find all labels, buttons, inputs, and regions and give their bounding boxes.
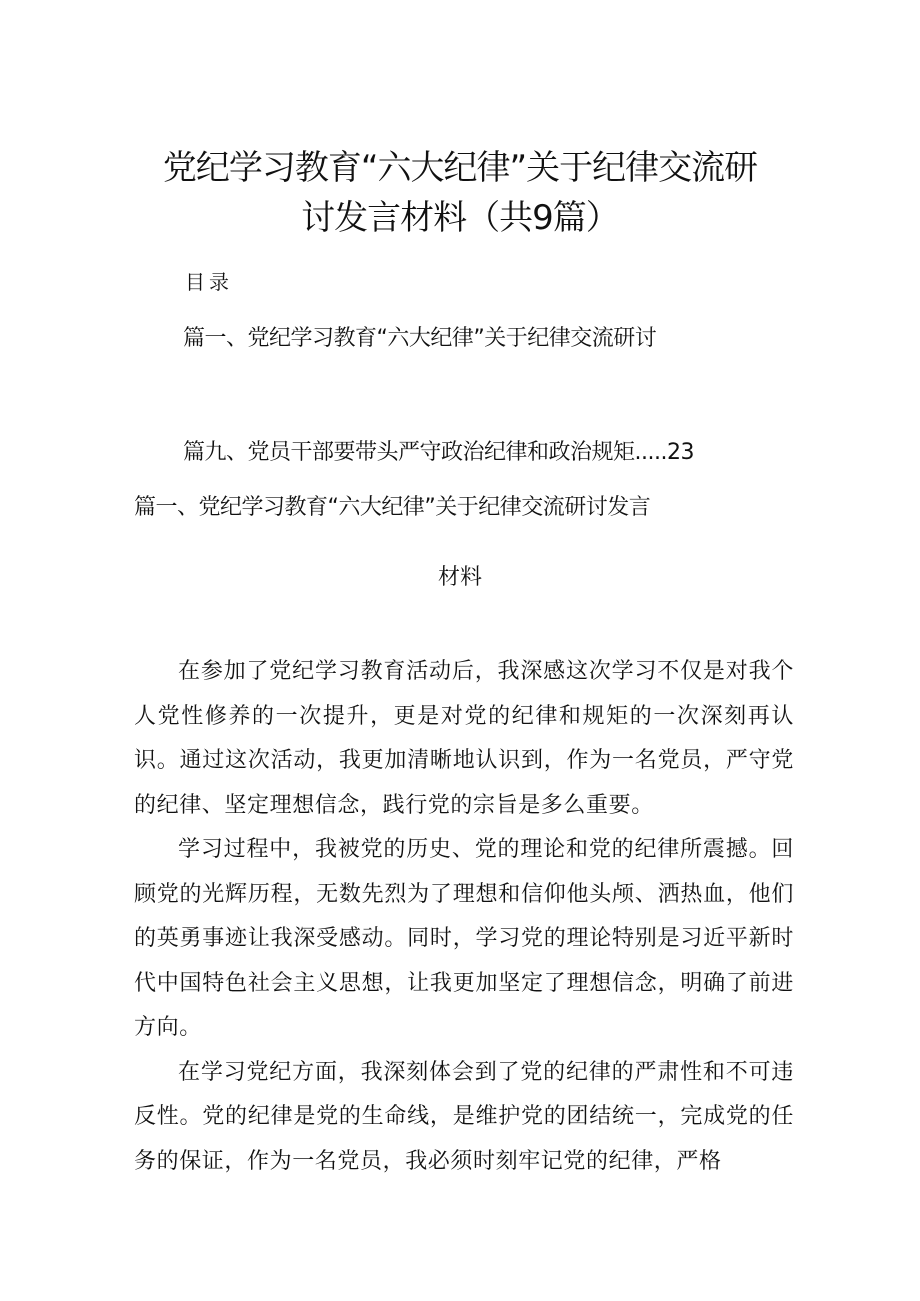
toc-entry-9[interactable]: 篇九、党员干部要带头严守政治纪律和政治规矩.....23 [183, 440, 694, 465]
body-text [134, 650, 794, 1184]
body-paragraph: 学习过程中，我被党的历史、党的理论和党的纪律所震撼。回顾党的光辉历程，无数先烈为了理想和信仰他头颅、洒热血，他们的英勇事迹让我深受感动。同时，学习党的理论特别是习近平新时代中国特色社会主义思想，让我更加坚定了理想信念，明确了前进方向。 [134, 837, 794, 1040]
toc-entry-1[interactable]: 篇一、党纪学习教育“六大纪律”关于纪律交流研讨 [183, 326, 657, 351]
toc-heading: 目录 [185, 270, 233, 294]
body-paragraph: 在参加了党纪学习教育活动后，我深感这次学习不仅是对我个人党性修养的一次提升，更是对党的纪律和规矩的一次深刻再认识。通过这次活动，我更加清晰地认识到，作为一名党员，严守党的纪律、坚定理想信念，践行党的宗旨是多么重要。 [134, 659, 794, 818]
document-title-line-1: 党纪学习教育“六大纪律”关于纪律交流研 [162, 148, 758, 188]
body-paragraph: 在学习党纪方面，我深刻体会到了党的纪律的严肃性和不可违反性。党的纪律是党的生命线，是维护党的团结统一，完成党的任务的保证，作为一名党员，我必须时刻牢记党的纪律，严格 [134, 1059, 794, 1174]
section-title-line-2: 材料 [437, 565, 482, 590]
document-title-line-2: 讨发言材料（共9篇） [301, 198, 619, 238]
section-title-line-1: 篇一、党纪学习教育“六大纪律”关于纪律交流研讨发言 [134, 495, 651, 520]
